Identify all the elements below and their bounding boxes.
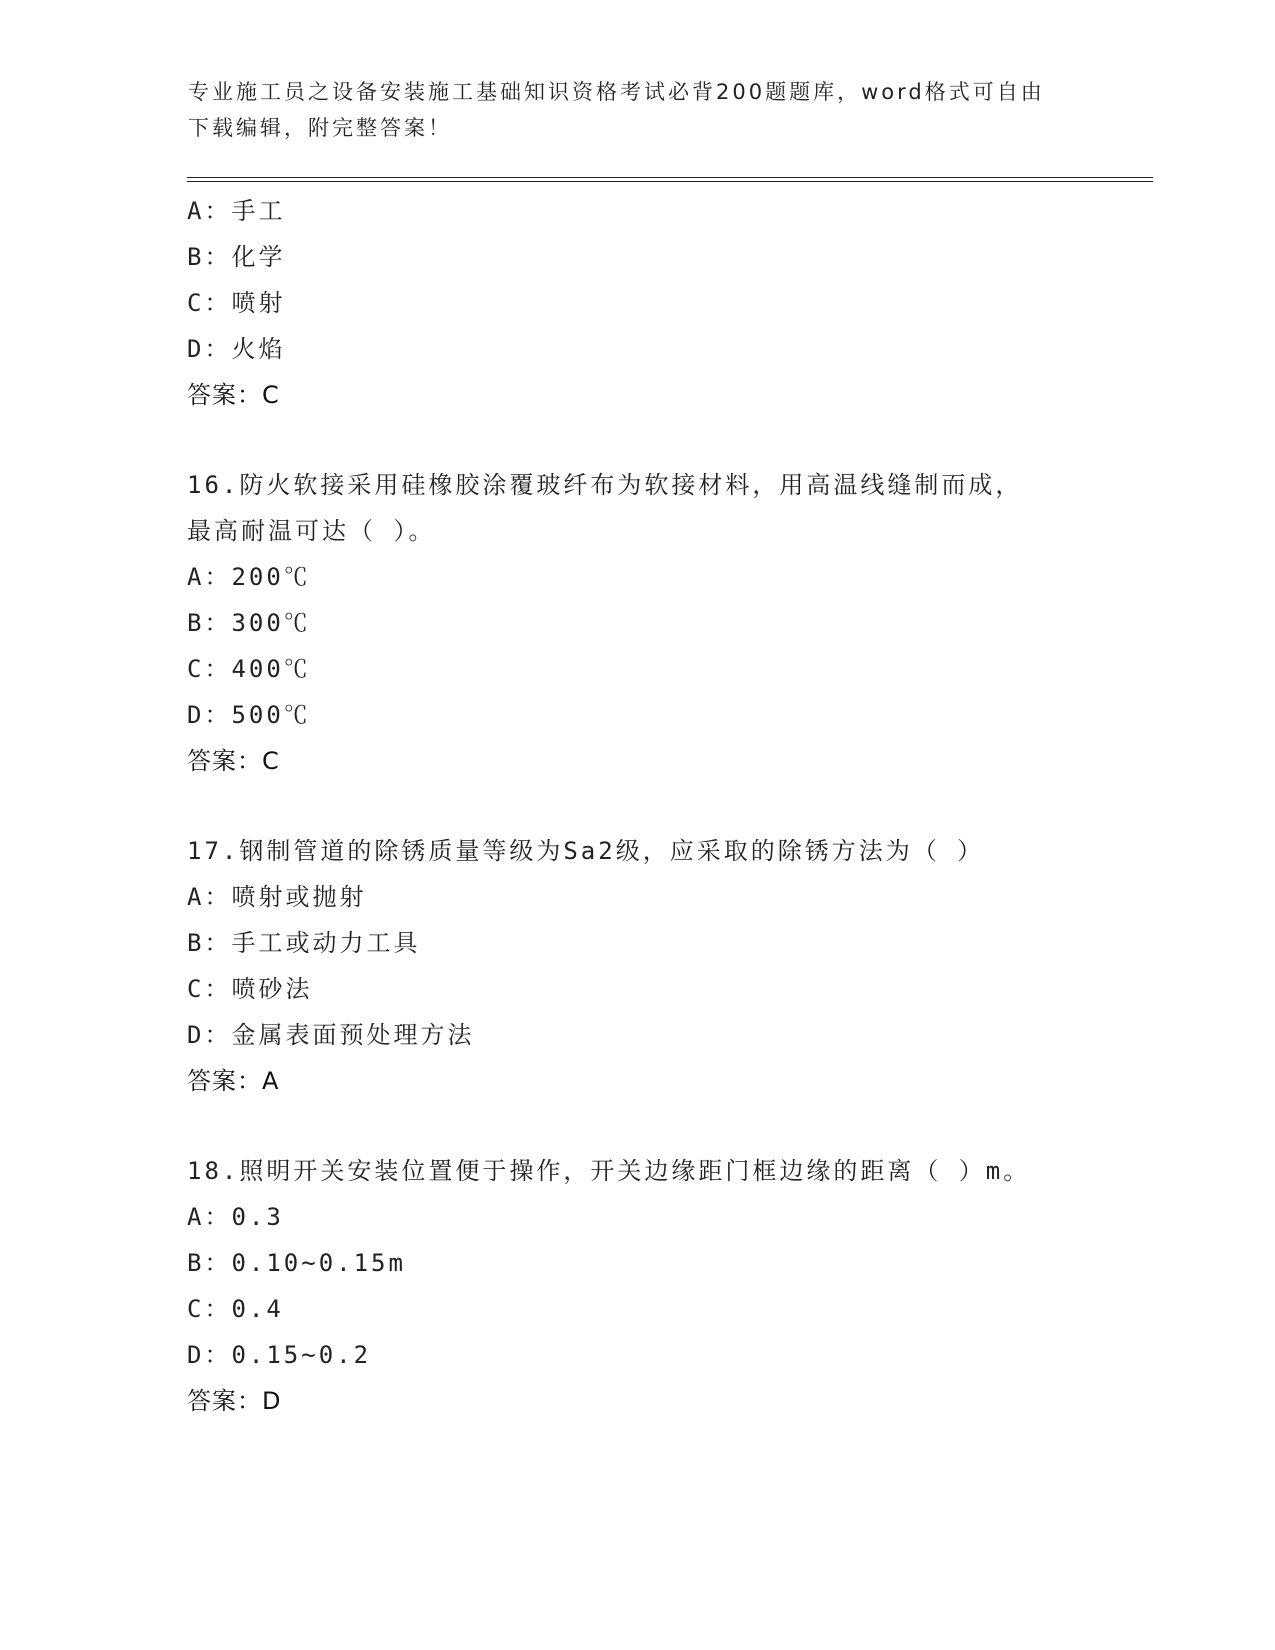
spacer (187, 418, 1147, 462)
answer-line: 答案：C (187, 747, 280, 775)
question-block-16 (187, 462, 1147, 784)
option-a: A：手工 (187, 197, 286, 225)
option-c: C：0.4 (187, 1295, 284, 1323)
question-stem (187, 1148, 1147, 1194)
option-c: C：400℃ (187, 655, 311, 683)
header-line-1: 专业施工员之设备安装施工基础知识资格考试必背200题题库，word格式可自由 (188, 80, 1045, 104)
answer-line: 答案：C (187, 381, 280, 409)
question-stem-line-1: 17.钢制管道的除锈质量等级为Sa2级，应采取的除锈方法为（ ） (187, 837, 985, 865)
question-block-17 (187, 828, 1147, 1104)
option-b: B：300℃ (187, 609, 311, 637)
question-stem-line-1: 18.照明开关安装位置便于操作，开关边缘距门框边缘的距离（ ）m。 (187, 1157, 1031, 1185)
option-d: D：火焰 (187, 335, 286, 363)
question-stem (187, 828, 1147, 874)
question-list (187, 188, 1147, 1424)
question-block-18 (187, 1148, 1147, 1424)
answer-line: 答案：A (187, 1067, 280, 1095)
document-header (188, 74, 1088, 146)
question-stem-line-2: 最高耐温可达（ ）。 (187, 517, 436, 545)
question-stem (187, 462, 1147, 554)
option-b: B：手工或动力工具 (187, 929, 421, 957)
option-d: D：0.15~0.2 (187, 1341, 372, 1369)
header-divider (187, 177, 1153, 182)
option-d: D：500℃ (187, 701, 311, 729)
option-a: A：200℃ (187, 563, 311, 591)
header-line-2: 下载编辑，附完整答案！ (188, 116, 452, 140)
option-d: D：金属表面预处理方法 (187, 1021, 475, 1049)
option-b: B：0.10~0.15m (187, 1249, 406, 1277)
option-b: B：化学 (187, 243, 286, 271)
option-c: C：喷砂法 (187, 975, 313, 1003)
option-c: C：喷射 (187, 289, 286, 317)
option-a: A：喷射或抛射 (187, 883, 367, 911)
option-a: A：0.3 (187, 1203, 284, 1231)
question-block-15 (187, 188, 1147, 418)
question-stem-line-1: 16.防火软接采用硅橡胶涂覆玻纤布为软接材料，用高温线缝制而成， (187, 471, 1023, 499)
spacer (187, 1104, 1147, 1148)
spacer (187, 784, 1147, 828)
answer-line: 答案：D (187, 1387, 282, 1415)
